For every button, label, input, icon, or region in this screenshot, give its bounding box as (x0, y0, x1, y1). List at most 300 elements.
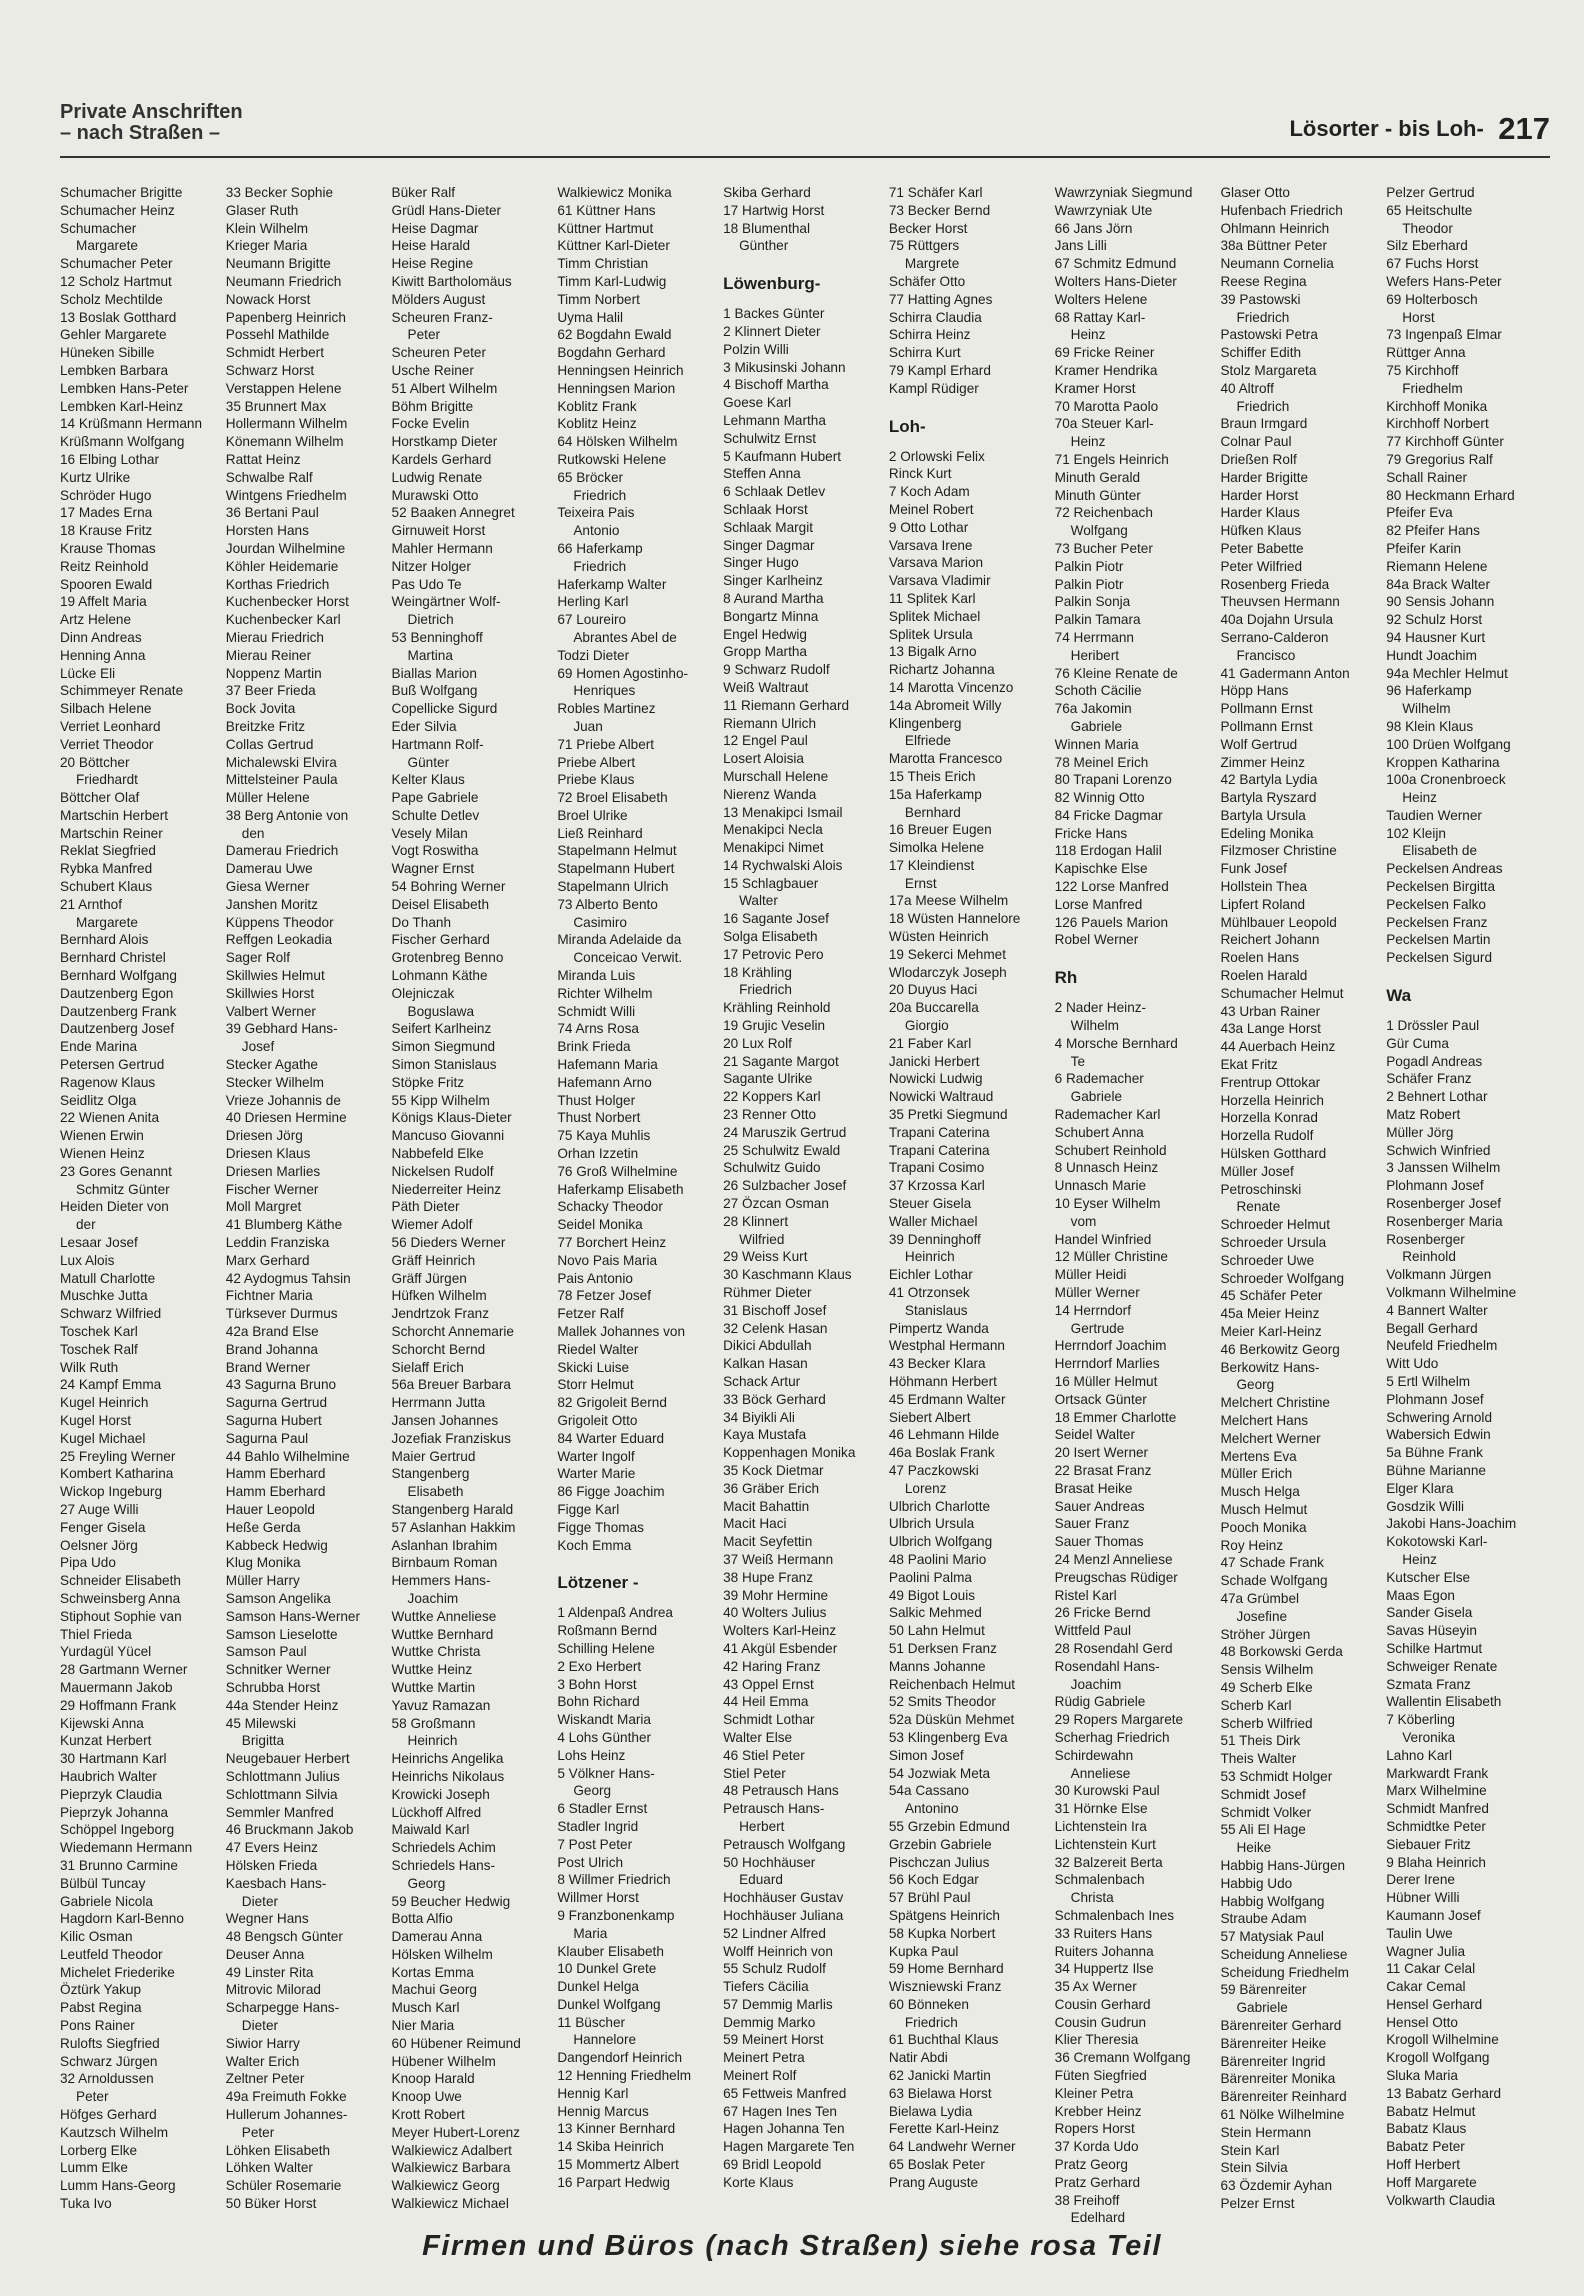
directory-entry: Schilke Hartmut (1386, 1640, 1483, 1656)
directory-entry: Sagurna Paul (225, 1430, 309, 1446)
directory-entry: Palkin Tamara (1054, 612, 1141, 628)
directory-entry: Skiba Gerhard (723, 185, 811, 200)
footer-note: Firmen und Büros (nach Straßen) siehe rosa Teil (422, 2230, 1162, 2262)
directory-entry: Murschall Helene (723, 768, 829, 784)
directory-entry: Klier Theresia (1054, 2032, 1139, 2048)
directory-entry: Simon Siegmund (391, 1039, 496, 1055)
directory-entry: Begall Gerhard (1386, 1320, 1478, 1336)
directory-entry: 22 Brasat Franz (1054, 1462, 1152, 1478)
directory-entry: Jozefiak Franziskus (391, 1430, 511, 1446)
directory-entry: Küttner Hartmut (557, 220, 654, 236)
page-range (1289, 111, 1550, 147)
directory-entry: 122 Lorse Manfred (1054, 879, 1169, 895)
directory-entry: Melchert Hans (1220, 1412, 1309, 1428)
directory-entry: Schumacher Brigitte (60, 185, 183, 200)
directory-entry: Mierau Reiner (225, 647, 312, 663)
directory-entry: Wiskandt Maria (557, 1712, 651, 1728)
directory-entry: 41 Akgül Esbender (723, 1640, 838, 1656)
directory-entry: Martschin Herbert (60, 807, 169, 823)
directory-entry: Skillwies Helmut (225, 968, 325, 984)
directory-entry: Köhler Heidemarie (225, 558, 339, 574)
directory-entry: Lichtenstein Ira (1054, 1818, 1147, 1834)
directory-entry: 7 Koch Adam (888, 484, 970, 500)
directory-entry: Schubert Klaus (60, 879, 153, 895)
directory-entry: Müller Heidi (1054, 1267, 1127, 1283)
directory-entry: Plohmann Josef (1386, 1178, 1484, 1194)
directory-entry: 58 Großmann (391, 1715, 476, 1731)
directory-entry: Bärenreiter Ingrid (1220, 2053, 1326, 2069)
directory-entry: 16 Elbing Lothar (60, 451, 160, 467)
directory-entry: Höfges Gerhard (60, 2107, 157, 2123)
directory-entry: Grotenbreg Benno (391, 950, 504, 966)
directory-entry: Pfeifer Eva (1386, 505, 1453, 521)
directory-entry: Volkwarth Claudia (1386, 2192, 1496, 2208)
directory-entry: Stangenberg (391, 1466, 470, 1482)
section-title-line1: Private Anschriften (60, 101, 243, 123)
directory-entry: Jakobi Hans-Joachim (1386, 1516, 1517, 1532)
directory-entry: Neufeld Friedhelm (1386, 1338, 1498, 1354)
directory-entry: 32 Celenk Hasan (723, 1320, 828, 1336)
directory-entry: Schirra Claudia (888, 309, 982, 325)
directory-entry: Schilling Helene (557, 1640, 655, 1656)
entry-continuation: Margarete (76, 238, 138, 254)
directory-entry: 4 Bischoff Martha (723, 377, 829, 393)
directory-entry: 1 Aldenpaß Andrea (557, 1605, 673, 1621)
directory-entry: Bongartz Minna (723, 608, 819, 624)
directory-entry: 74 Herrmann (1054, 629, 1134, 645)
directory-entry: 19 Affelt Maria (60, 594, 147, 610)
directory-entry: 56 Koch Edgar (888, 1872, 979, 1888)
directory-entry: Rybka Manfred (60, 861, 153, 877)
directory-entry: Timm Christian (557, 256, 649, 272)
directory-entry: 38a Büttner Peter (1220, 238, 1327, 254)
directory-column-7 (1055, 184, 1219, 2227)
directory-entry: Höhmann Herbert (888, 1374, 997, 1389)
directory-entry: 66 Haferkamp (557, 540, 643, 556)
directory-entry: 52 Baaken Annegret (391, 505, 515, 521)
directory-entry: 40 Wolters Julius (723, 1605, 827, 1621)
directory-entry: 65 Heitschulte (1386, 202, 1473, 218)
directory-entry: Manns Johanne (888, 1658, 986, 1674)
directory-entry: Horstkamp Dieter (391, 434, 498, 450)
directory-entry: Seidlitz Olga (60, 1092, 137, 1108)
directory-entry: Samson Angelika (225, 1590, 331, 1606)
entry-continuation: Renate (1236, 1199, 1281, 1215)
directory-entry: Stecker Wilhelm (225, 1074, 324, 1090)
directory-entry: 61 Küttner Hans (557, 202, 656, 218)
directory-entry: Gropp Martha (723, 644, 807, 660)
directory-entry: Ropers Horst (1054, 2121, 1135, 2137)
directory-entry: Sagurna Gertrud (225, 1395, 328, 1411)
directory-entry: Nowicki Ludwig (888, 1071, 983, 1087)
entry-continuation: Martina (407, 647, 453, 663)
directory-entry: 28 Rosendahl Gerd (1054, 1640, 1173, 1656)
directory-entry: Wuttke Heinz (391, 1662, 473, 1678)
directory-entry: Pogadl Andreas (1386, 1053, 1483, 1069)
directory-entry: Koblitz Frank (557, 398, 637, 414)
directory-entry: 5 Ertl Wilhelm (1386, 1374, 1471, 1389)
directory-entry: 46 Stiel Peter (723, 1747, 805, 1763)
directory-entry: Broel Ulrike (557, 807, 628, 823)
directory-entry: 3 Janssen Wilhelm (1386, 1160, 1501, 1176)
directory-entry: Neumann Cornelia (1220, 256, 1334, 272)
directory-entry: Bärenreiter Gerhard (1220, 2018, 1342, 2034)
directory-entry: 38 Freihoff (1054, 2192, 1120, 2208)
directory-entry: 90 Sensis Johann (1386, 594, 1495, 610)
directory-entry: Dautzenberg Josef (60, 1021, 175, 1037)
directory-entry: Harder Klaus (1220, 505, 1300, 521)
directory-entry: Pelzer Gertrud (1386, 185, 1475, 200)
directory-entry: Peckelsen Birgitta (1386, 879, 1496, 895)
directory-entry: Brasat Heike (1054, 1480, 1133, 1496)
directory-entry: Petrausch Hans- (723, 1801, 825, 1817)
directory-entry: Leutfeld Theodor (60, 1946, 163, 1962)
directory-entry: Musch Helga (1220, 1484, 1300, 1500)
directory-entry: 39 Gebhard Hans- (225, 1021, 338, 1037)
directory-entry: Gräff Jürgen (391, 1270, 467, 1286)
directory-entry: 38 Berg Antonie von (225, 807, 349, 823)
directory-entry: Hölsken Wilhelm (391, 1946, 493, 1962)
directory-entry: 24 Maruszik Gertrud (723, 1124, 847, 1140)
directory-entry: Heise Harald (391, 238, 471, 254)
directory-entry: Lorberg Elke (60, 2142, 138, 2158)
directory-entry: Thust Holger (557, 1092, 636, 1108)
directory-entry: Becker Horst (888, 220, 968, 236)
directory-entry: Schulte Detlev (391, 807, 480, 823)
entry-continuation: Stanislaus (904, 1302, 968, 1318)
directory-entry: 37 Beer Frieda (225, 683, 316, 699)
directory-entry: Neugebauer Herbert (225, 1751, 350, 1767)
directory-entry: 54 Bohring Werner (391, 879, 506, 895)
directory-entry: Sagante Ulrike (723, 1071, 813, 1087)
directory-entry: 63 Özdemir Ayhan (1220, 2178, 1333, 2194)
directory-entry: Schlottmann Silvia (225, 1786, 338, 1802)
directory-entry: 98 Klein Klaus (1386, 718, 1474, 734)
directory-entry: Menakipci Necla (723, 822, 823, 838)
directory-entry: Damerau Uwe (225, 861, 313, 877)
directory-entry: Braun Irmgard (1220, 416, 1308, 432)
directory-entry: Hölsken Frieda (225, 1857, 318, 1873)
directory-entry: 57 Aslanhan Hakkim (391, 1519, 516, 1535)
directory-entry: 67 Hagen Ines Ten (723, 2103, 837, 2119)
directory-entry: 65 Fettweis Manfred (723, 2085, 847, 2101)
directory-entry: 73 Alberto Bento (557, 896, 658, 912)
directory-entry: Schüler Rosemarie (225, 2178, 342, 2194)
directory-entry: Knoop Harald (391, 2071, 475, 2087)
directory-entry: 2 Exo Herbert (557, 1658, 642, 1674)
directory-entry: Heise Regine (391, 256, 474, 272)
directory-entry: Bernhard Christel (60, 950, 166, 966)
directory-entry: Hamm Eberhard (225, 1484, 326, 1500)
entry-continuation: Wilhelm (1070, 1018, 1119, 1034)
directory-entry: Uyma Halil (557, 309, 624, 325)
directory-entry: Ristel Karl (1054, 1587, 1117, 1603)
directory-entry: Elger Klara (1386, 1480, 1454, 1496)
directory-entry: Wuttke Bernhard (391, 1626, 494, 1642)
directory-entry: Glaser Ruth (225, 202, 299, 218)
directory-entry: 60 Bönneken (888, 1996, 969, 2012)
directory-entry: Olejniczak (391, 985, 455, 1001)
directory-entry: Henningsen Heinrich (557, 362, 684, 378)
entry-continuation: Wolfgang (1070, 523, 1128, 539)
directory-entry: 2 Orlowski Felix (888, 448, 985, 464)
directory-entry: Wuttke Christa (391, 1644, 481, 1660)
directory-entry: 13 Boslak Gotthard (60, 309, 177, 325)
directory-entry: Mertens Eva (1220, 1448, 1297, 1464)
directory-entry: Müller Harry (225, 1573, 300, 1589)
directory-entry: Stangenberg Harald (391, 1501, 514, 1517)
directory-entry: Dunkel Helga (557, 1979, 639, 1995)
directory-entry: Palkin Piotr (1054, 558, 1124, 574)
directory-entry: Lücke Eli (60, 665, 116, 681)
directory-entry: 2 Nader Heinz- (1054, 1000, 1147, 1016)
directory-entry: Breitzke Fritz (225, 718, 306, 734)
directory-entry: Lembken Hans-Peter (60, 380, 189, 396)
directory-entry: Salkic Mehmed (888, 1605, 982, 1621)
directory-entry: Pratz Georg (1054, 2157, 1128, 2173)
directory-entry: Priebe Albert (557, 754, 636, 770)
directory-entry: Berkowitz Hans- (1220, 1359, 1320, 1375)
directory-entry: Kalkan Hasan (723, 1356, 808, 1372)
directory-entry: Nier Maria (391, 2018, 455, 2034)
directory-entry: 73 Bucher Peter (1054, 540, 1153, 556)
directory-entry: Fenger Gisela (60, 1519, 146, 1535)
entry-continuation: Antonino (904, 1801, 959, 1817)
directory-entry: 57 Demmig Marlis (723, 1996, 833, 2012)
directory-entry: Botta Alfio (391, 1911, 453, 1927)
directory-entry: Reese Regina (1220, 273, 1307, 289)
directory-entry: 2 Klinnert Dieter (723, 323, 821, 339)
directory-entry: Pischczan Julius (888, 1854, 990, 1870)
directory-entry: Samson Hans-Werner (225, 1608, 360, 1624)
directory-entry: Stapelmann Helmut (557, 843, 677, 859)
directory-entry: Schrubba Horst (225, 1679, 321, 1695)
directory-entry: Zimmer Heinz (1220, 754, 1306, 770)
directory-entry: Wallentin Elisabeth (1386, 1694, 1502, 1710)
directory-entry: Storr Helmut (557, 1377, 634, 1393)
directory-entry: Deuser Anna (225, 1946, 305, 1962)
directory-entry: Trapani Cosimo (888, 1160, 985, 1176)
entry-continuation: Theodor (1402, 220, 1453, 236)
directory-entry: Kampl Rüdiger (888, 380, 979, 396)
entry-continuation: vom (1070, 1213, 1097, 1229)
directory-entry: Peckelsen Andreas (1386, 861, 1503, 877)
directory-entry: Skicki Luise (557, 1359, 630, 1375)
directory-entry: 49 Linster Rita (225, 1964, 314, 1980)
entry-continuation: Anneliese (1070, 1765, 1131, 1781)
directory-entry: Eder Silvia (391, 718, 457, 734)
directory-entry: 42 Haring Franz (723, 1658, 821, 1674)
directory-entry: Schroeder Uwe (1220, 1252, 1315, 1268)
directory-entry: Klug Monika (225, 1555, 301, 1571)
directory-entry: Melchert Werner (1220, 1430, 1321, 1446)
directory-entry: Bartyla Ryszard (1220, 790, 1317, 806)
directory-entry: Krowicki Joseph (391, 1786, 490, 1802)
directory-entry: 75 Rüttgers (888, 238, 960, 254)
directory-entry: 26 Fricke Bernd (1054, 1605, 1151, 1621)
directory-entry: Petroschinski (1220, 1181, 1302, 1197)
directory-entry: Wickop Ingeburg (60, 1484, 163, 1500)
directory-entry: 46 Berkowitz Georg (1220, 1341, 1340, 1357)
directory-entry: Jansen Johannes (391, 1412, 499, 1428)
directory-entry: Schulwitz Guido (723, 1160, 821, 1176)
entry-continuation: Abrantes Abel de (573, 629, 677, 645)
directory-entry: 24 Kampf Emma (60, 1377, 162, 1393)
directory-entry: Grigoleit Otto (557, 1412, 638, 1428)
directory-entry: Haferkamp Elisabeth (557, 1181, 684, 1197)
directory-entry: 45 Milewski (225, 1715, 297, 1731)
entry-continuation: Friedrich (573, 487, 627, 503)
entry-continuation: Joachim (1070, 1676, 1122, 1692)
entry-continuation: Heinz (1402, 790, 1437, 806)
directory-entry: Noppenz Martin (225, 665, 322, 681)
directory-entry: Roßmann Bernd (557, 1623, 658, 1639)
directory-columns (60, 184, 1550, 2226)
directory-entry: Siebauer Fritz (1386, 1836, 1471, 1852)
entry-continuation: Lorenz (904, 1480, 947, 1496)
directory-entry: Schröder Hugo (60, 487, 152, 503)
directory-entry: Reitz Reinhold (60, 558, 149, 574)
directory-entry: Roelen Harald (1220, 968, 1308, 984)
directory-entry: Taulin Uwe (1386, 1925, 1453, 1941)
directory-entry: Meinert Petra (723, 2050, 805, 2066)
directory-entry: Mölders August (391, 291, 486, 307)
directory-entry: Kuchenbecker Karl (225, 612, 341, 628)
directory-entry: 76a Jakomin (1054, 701, 1132, 717)
directory-entry: Pollmann Ernst (1220, 701, 1313, 717)
directory-entry: Lumm Elke (60, 2160, 128, 2176)
directory-entry: Brand Johanna (225, 1341, 318, 1357)
directory-entry: Korthas Friedrich (225, 576, 330, 592)
directory-entry: Hensel Gerhard (1386, 1996, 1483, 2012)
directory-entry: Walter Else (723, 1729, 793, 1745)
directory-entry: Höpp Hans (1220, 683, 1289, 699)
directory-entry: Girnuweit Horst (391, 523, 486, 539)
directory-entry: 17 Mades Erna (60, 505, 153, 521)
directory-entry: Schack Artur (723, 1374, 801, 1389)
directory-entry: 6 Schlaak Detlev (723, 484, 826, 500)
directory-entry: Rosenberger Josef (1386, 1196, 1502, 1212)
directory-entry: Krogoll Wilhelmine (1386, 2032, 1499, 2048)
directory-entry: Ragenow Klaus (60, 1074, 156, 1090)
directory-entry: Szmata Franz (1386, 1676, 1471, 1692)
directory-entry: 66 Jans Jörn (1054, 220, 1133, 236)
directory-entry: 30 Kurowski Paul (1054, 1783, 1160, 1799)
directory-entry: 34 Biyikli Ali (723, 1409, 795, 1425)
directory-entry: Koblitz Heinz (557, 416, 637, 432)
directory-entry: Vogt Roswitha (391, 843, 479, 859)
entry-continuation: Juan (573, 718, 603, 734)
directory-entry: Unnasch Marie (1054, 1178, 1147, 1194)
directory-column-5 (723, 184, 887, 2227)
directory-column-3 (392, 184, 556, 2227)
directory-entry: Walter Erich (225, 2053, 300, 2069)
directory-entry: Varsava Vladimir (888, 573, 991, 589)
directory-entry: 46 Lehmann Hilde (888, 1427, 1000, 1443)
directory-entry: Kleiner Petra (1054, 2085, 1134, 2101)
entry-continuation: Heinz (1402, 1551, 1437, 1567)
directory-entry: Pfeifer Karin (1386, 540, 1462, 556)
directory-entry: Henningsen Marion (557, 380, 676, 396)
directory-entry: Schumacher Helmut (1220, 985, 1344, 1001)
directory-entry: 42 Aydogmus Tahsin (225, 1270, 351, 1286)
entry-continuation: Friedhardt (76, 772, 138, 788)
directory-entry: 17a Meese Wilhelm (888, 893, 1009, 909)
directory-entry: Engel Hedwig (723, 626, 807, 642)
directory-entry: 80 Heckmann Erhard (1386, 487, 1515, 503)
directory-entry: Dikici Abdullah (723, 1338, 812, 1354)
directory-entry: Sauer Andreas (1054, 1498, 1145, 1514)
directory-entry: Bielawa Lydia (888, 2103, 973, 2119)
directory-entry: Matull Charlotte (60, 1270, 156, 1286)
directory-entry: Hagen Johanna Ten (723, 2121, 845, 2137)
directory-entry: Walkiewicz Monika (557, 185, 672, 200)
directory-entry: Heise Dagmar (391, 220, 479, 236)
directory-entry: Böhm Brigitte (391, 398, 474, 414)
directory-entry: Hufenbach Friedrich (1220, 202, 1343, 218)
directory-entry: 11 Büscher (557, 2014, 626, 2030)
directory-entry: Handel Winfried (1054, 1231, 1152, 1247)
directory-entry: Scharpegge Hans- (225, 2000, 340, 2016)
header-rule (60, 156, 1550, 158)
directory-entry: Weiß Waltraut (723, 679, 809, 695)
directory-entry: Grüdl Hans-Dieter (391, 202, 502, 218)
directory-entry: 53 Schmidt Holger (1220, 1768, 1333, 1784)
directory-entry: Zeltner Peter (225, 2071, 305, 2087)
directory-entry: Robles Martinez (557, 701, 656, 717)
directory-entry: 71 Priebe Albert (557, 736, 655, 752)
directory-entry: Singer Dagmar (723, 537, 815, 553)
entry-continuation: Ernst (904, 875, 937, 891)
entry-continuation: Margarete (76, 914, 138, 930)
directory-entry: 82 Grigoleit Bernd (557, 1395, 667, 1411)
directory-entry: Gabriele Nicola (60, 1893, 153, 1909)
directory-entry: Habbig Wolfgang (1220, 1893, 1325, 1909)
directory-entry: Hüfken Wilhelm (391, 1288, 487, 1304)
directory-entry: 40 Altroff (1220, 380, 1274, 396)
directory-entry: Mallek Johannes von (557, 1324, 686, 1339)
directory-entry: Nabbefeld Elke (391, 1146, 484, 1162)
directory-entry: Küttner Karl-Dieter (557, 238, 670, 254)
directory-entry: Giesa Werner (225, 879, 310, 895)
directory-entry: Cousin Gudrun (1054, 2014, 1147, 2030)
directory-entry: 94a Mechler Helmut (1386, 665, 1508, 681)
directory-entry: Kelter Klaus (391, 772, 465, 788)
directory-entry: Meinert Rolf (723, 2068, 797, 2084)
directory-entry: 69 Homen Agostinho- (557, 665, 689, 681)
directory-entry: Volkmann Jürgen (1386, 1267, 1492, 1283)
directory-entry: Lembken Karl-Heinz (60, 398, 184, 414)
directory-entry: Willmer Horst (557, 1890, 639, 1906)
directory-entry: 59 Home Bernhard (888, 1961, 1004, 1977)
directory-entry: 9 Franzbonenkamp (557, 1907, 675, 1923)
directory-entry: Gosdzik Willi (1386, 1498, 1465, 1514)
directory-entry: Orhan Izzetin (557, 1146, 639, 1162)
directory-entry: 25 Schulwitz Ewald (723, 1142, 841, 1158)
entry-continuation: Georg (573, 1783, 612, 1799)
directory-entry: Schmidt Willi (557, 1003, 636, 1019)
directory-entry: Ulbrich Ursula (888, 1516, 975, 1532)
directory-entry: Eichler Lothar (888, 1267, 973, 1283)
directory-entry: 39 Denninghoff (888, 1231, 981, 1247)
directory-entry: Hundt Joachim (1386, 647, 1477, 663)
directory-entry: 77 Borchert Heinz (557, 1235, 667, 1251)
directory-entry: 70a Steuer Karl- (1054, 416, 1154, 432)
directory-entry: 67 Schmitz Edmund (1054, 256, 1177, 272)
directory-entry: Dautzenberg Egon (60, 985, 174, 1001)
directory-entry: Kirchhoff Monika (1386, 398, 1488, 414)
directory-entry: 15 Schlagbauer (723, 875, 819, 891)
